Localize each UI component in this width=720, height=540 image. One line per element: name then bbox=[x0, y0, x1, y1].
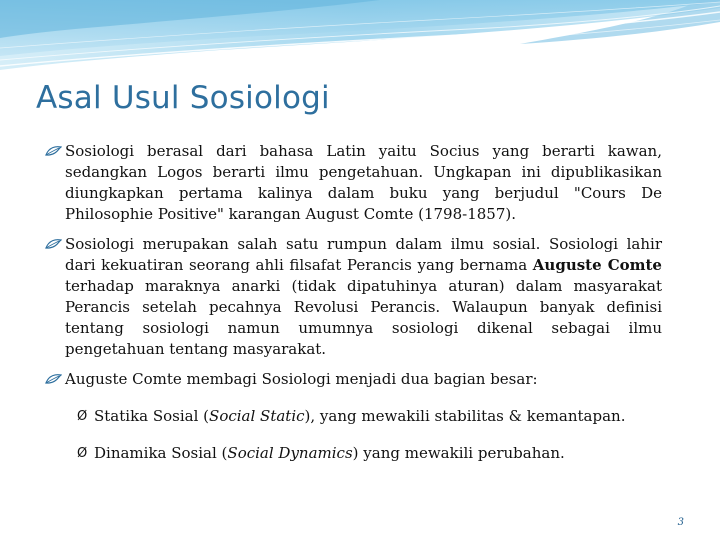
sub-bullet-text-before: Statika Sosial ( bbox=[94, 407, 210, 425]
bullet-text-before: Sosiologi merupakan salah satu rumpun dalam ilmu sosial. Sosiologi lahir dari kekuatiran seorang ahli filsafat Perancis yang bernama bbox=[65, 235, 662, 274]
bullet-text-bold: Auguste Comte bbox=[532, 256, 662, 274]
sub-bullet-item bbox=[44, 443, 662, 464]
bullet-text: Sosiologi berasal dari bahasa Latin yaitu Socius yang berarti kawan, sedangkan Logos berarti ilmu pengetahuan. Ungkapan ini dipublikasikan diungkapkan pertama kalinya dalam buku yang berjudul "Cours De Philosophie Positive" karangan August Comte (1798-1857). bbox=[65, 142, 662, 223]
slide-content bbox=[44, 141, 662, 480]
bullet-item bbox=[44, 141, 662, 225]
header-wave-decoration bbox=[0, 0, 720, 80]
bullet-item bbox=[44, 369, 662, 390]
sub-bullet-text-after: ), yang mewakili stabilitas & kemantapan. bbox=[304, 407, 626, 425]
arrow-bullet-icon: Ø bbox=[77, 409, 88, 424]
bullet-text-after: terhadap maraknya anarki (tidak dipatuhinya aturan) dalam masyarakat Perancis setelah pecahnya Revolusi Perancis. Walaupun banyak definisi tentang sosiologi namun umumnya sosiologi dikenal sebagai ilmu pengetahuan tentang masyarakat. bbox=[65, 277, 662, 358]
slide-title: Asal Usul Sosiologi bbox=[36, 80, 330, 116]
leaf-bullet-icon bbox=[45, 145, 62, 157]
bullet-text: Auguste Comte membagi Sosiologi menjadi dua bagian besar: bbox=[65, 370, 538, 388]
leaf-bullet-icon bbox=[45, 238, 62, 250]
sub-bullet-text-italic: Social Static bbox=[209, 407, 305, 425]
bullet-item bbox=[44, 234, 662, 360]
sub-bullet-text-before: Dinamika Sosial ( bbox=[94, 444, 228, 462]
page-number: 3 bbox=[677, 517, 684, 528]
sub-bullet-text-italic: Social Dynamics bbox=[227, 444, 353, 462]
sub-bullet-text-after: ) yang mewakili perubahan. bbox=[352, 444, 565, 462]
sub-bullet-item bbox=[44, 406, 662, 427]
arrow-bullet-icon: Ø bbox=[77, 446, 88, 461]
leaf-bullet-icon bbox=[45, 373, 62, 385]
